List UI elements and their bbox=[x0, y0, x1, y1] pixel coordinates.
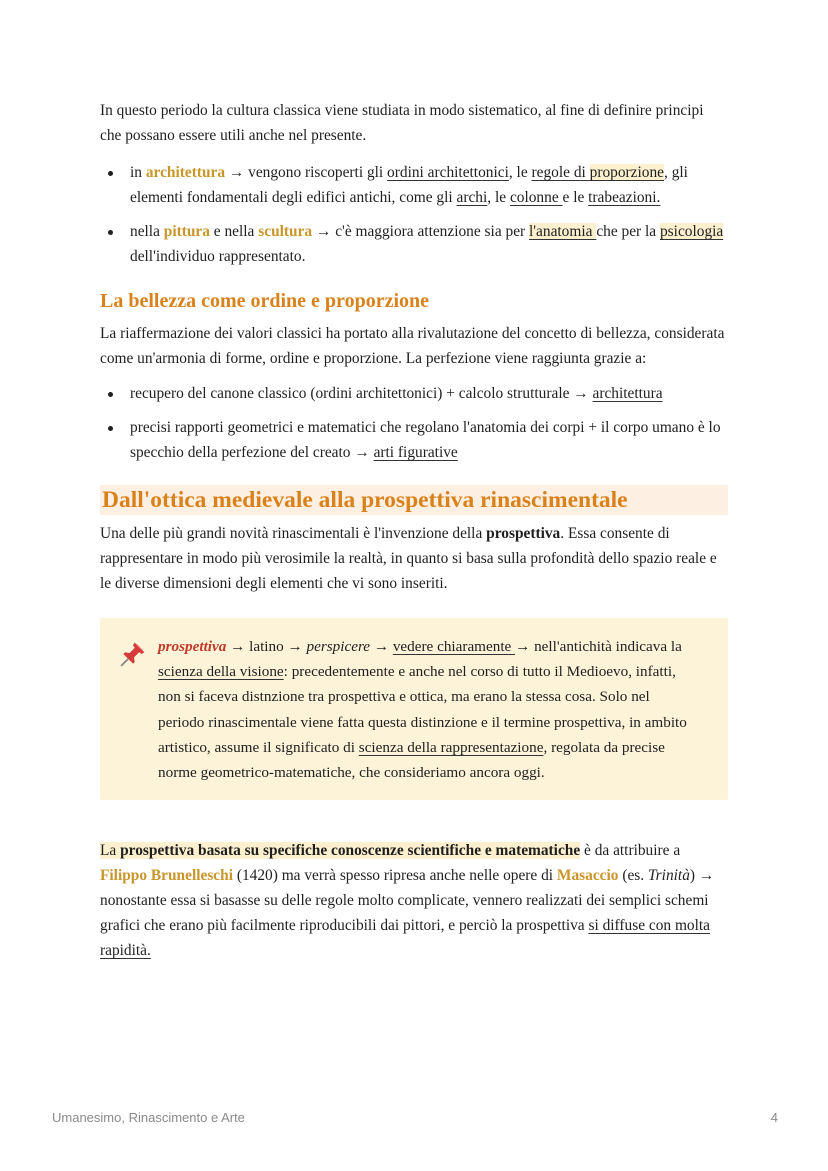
list-renaissance-arts bbox=[100, 160, 728, 269]
underlined-colonne: colonne bbox=[509, 189, 563, 206]
highlight-proporzione: proporzione bbox=[589, 164, 665, 181]
underlined-scienza-rappresentazione: scienza della rappresentazione bbox=[358, 738, 544, 756]
pushpin-icon bbox=[119, 640, 147, 668]
underlined-arti-figurative: arti figurative bbox=[373, 444, 458, 461]
list-item-canone bbox=[130, 381, 728, 406]
highlight-anatomia: l'anatomia bbox=[529, 223, 597, 240]
text: : precedentemente e anche nel corso di tutto il Medioevo, infatti, non si faceva distnzione tra prospettiva e ottica, ma erano la stessa cosa. Solo nel periodo rinascimentale viene fatta questa distinzione e il termine prospettiva, in ambito artistico, assume il significato di bbox=[158, 663, 687, 756]
text: precisi rapporti geometrici e matematici che regolano l'anatomia dei corpi + il corpo umano è lo specchio della perfezione del creato → bbox=[130, 419, 721, 461]
text: è da attribuire a bbox=[580, 842, 681, 860]
document-page bbox=[100, 98, 728, 963]
text: ) → nonostante essa si basasse su delle regole molto complicate, vennero realizzati dei semplici schemi grafici che erano più facilmente riproducibili dai pittori, e perciò la prospettiva bbox=[100, 867, 715, 935]
text: che per la bbox=[596, 223, 660, 240]
intro-paragraph: In questo periodo la cultura classica viene studiata in modo sistematico, al fine di definire principi che possano essere utili anche nel presente. bbox=[100, 102, 704, 144]
page-number: 4 bbox=[770, 1110, 778, 1125]
term-prospettiva: prospettiva bbox=[486, 525, 561, 542]
term-perspicere: perspicere bbox=[306, 638, 371, 655]
bellezza-paragraph: La riaffermazione dei valori classici ha portato alla rivalutazione del concetto di bellezza, considerata come un'armonia di forme, ordine e proporzione. La perfezione viene raggiunta grazie a: bbox=[100, 325, 725, 367]
text: → bbox=[370, 638, 393, 655]
list-perfezione bbox=[100, 381, 728, 465]
list-item-pittura bbox=[130, 219, 728, 269]
text: (es. bbox=[618, 867, 648, 885]
term-brunelleschi: Filippo Brunelleschi bbox=[100, 867, 233, 885]
term-pittura: pittura bbox=[163, 223, 210, 240]
text: in bbox=[130, 164, 146, 181]
text: nella bbox=[130, 223, 164, 240]
callout-text bbox=[158, 634, 688, 785]
text: Una delle più grandi novità rinascimentali è l'invenzione della bbox=[100, 525, 487, 542]
text: → vengono riscoperti gli bbox=[225, 164, 388, 181]
term-masaccio: Masaccio bbox=[556, 867, 619, 885]
text: → c'è maggiora attenzione sia per bbox=[312, 223, 529, 240]
highlight-psicologia: psicologia bbox=[659, 223, 724, 240]
underlined-vedere: vedere chiaramente bbox=[392, 638, 516, 655]
underlined-scienza-visione: scienza della visione bbox=[158, 663, 284, 681]
list-item-rapporti bbox=[130, 415, 728, 465]
highlight-la: La bbox=[100, 842, 121, 860]
text: , le bbox=[508, 164, 532, 181]
final-paragraph bbox=[100, 838, 728, 963]
text: dell'individuo rappresentato. bbox=[130, 248, 306, 265]
text: . Essa consente di rappresentare in modo più verosimile la realtà, in quanto si basa sulla profondità dello spazio reale e le diverse dimensioni degli elementi che vi sono inseriti. bbox=[100, 525, 717, 592]
underlined-trabeazioni: trabeazioni. bbox=[588, 189, 661, 206]
underlined-diffuse: si diffuse con molta rapidità. bbox=[100, 917, 711, 960]
underlined-architettura: architettura bbox=[592, 385, 663, 402]
term-prospettiva-italic: prospettiva bbox=[158, 638, 227, 655]
term-scultura: scultura bbox=[258, 223, 313, 240]
text: , le bbox=[487, 189, 510, 206]
footer-title: Umanesimo, Rinascimento e Arte bbox=[52, 1110, 245, 1125]
text: , gli elementi fondamentali degli edifici antichi, come gli bbox=[130, 164, 688, 206]
text: (1420) ma verrà spesso ripresa anche nelle opere di bbox=[232, 867, 557, 885]
list-item-architettura bbox=[130, 160, 728, 210]
text: e nella bbox=[209, 223, 259, 240]
heading-prospettiva: Dall'ottica medievale alla prospettiva rinascimentale bbox=[100, 485, 728, 515]
text: e le bbox=[562, 189, 589, 206]
text: recupero del canone classico (ordini architettonici) + calcolo strutturale → bbox=[130, 385, 593, 402]
text: , regolata da precise norme geometrico-matematiche, che consideriamo ancora oggi. bbox=[158, 738, 665, 782]
text: → latino → bbox=[226, 638, 307, 655]
heading-bellezza: La bellezza come ordine e proporzione bbox=[100, 290, 430, 312]
underlined-archi: archi bbox=[456, 189, 488, 206]
underlined-ordini: ordini architettonici bbox=[387, 164, 509, 181]
callout-box bbox=[100, 618, 728, 800]
underlined-regole: regole di bbox=[531, 164, 590, 181]
highlight-prospettiva-basata: prospettiva basata su specifiche conoscenze scientifiche e matematiche bbox=[120, 842, 581, 860]
text: → nell'antichità indicava la bbox=[515, 638, 682, 655]
term-trinita: Trinità bbox=[647, 867, 690, 885]
term-architettura: architettura bbox=[145, 164, 226, 181]
prospettiva-paragraph bbox=[100, 521, 728, 596]
